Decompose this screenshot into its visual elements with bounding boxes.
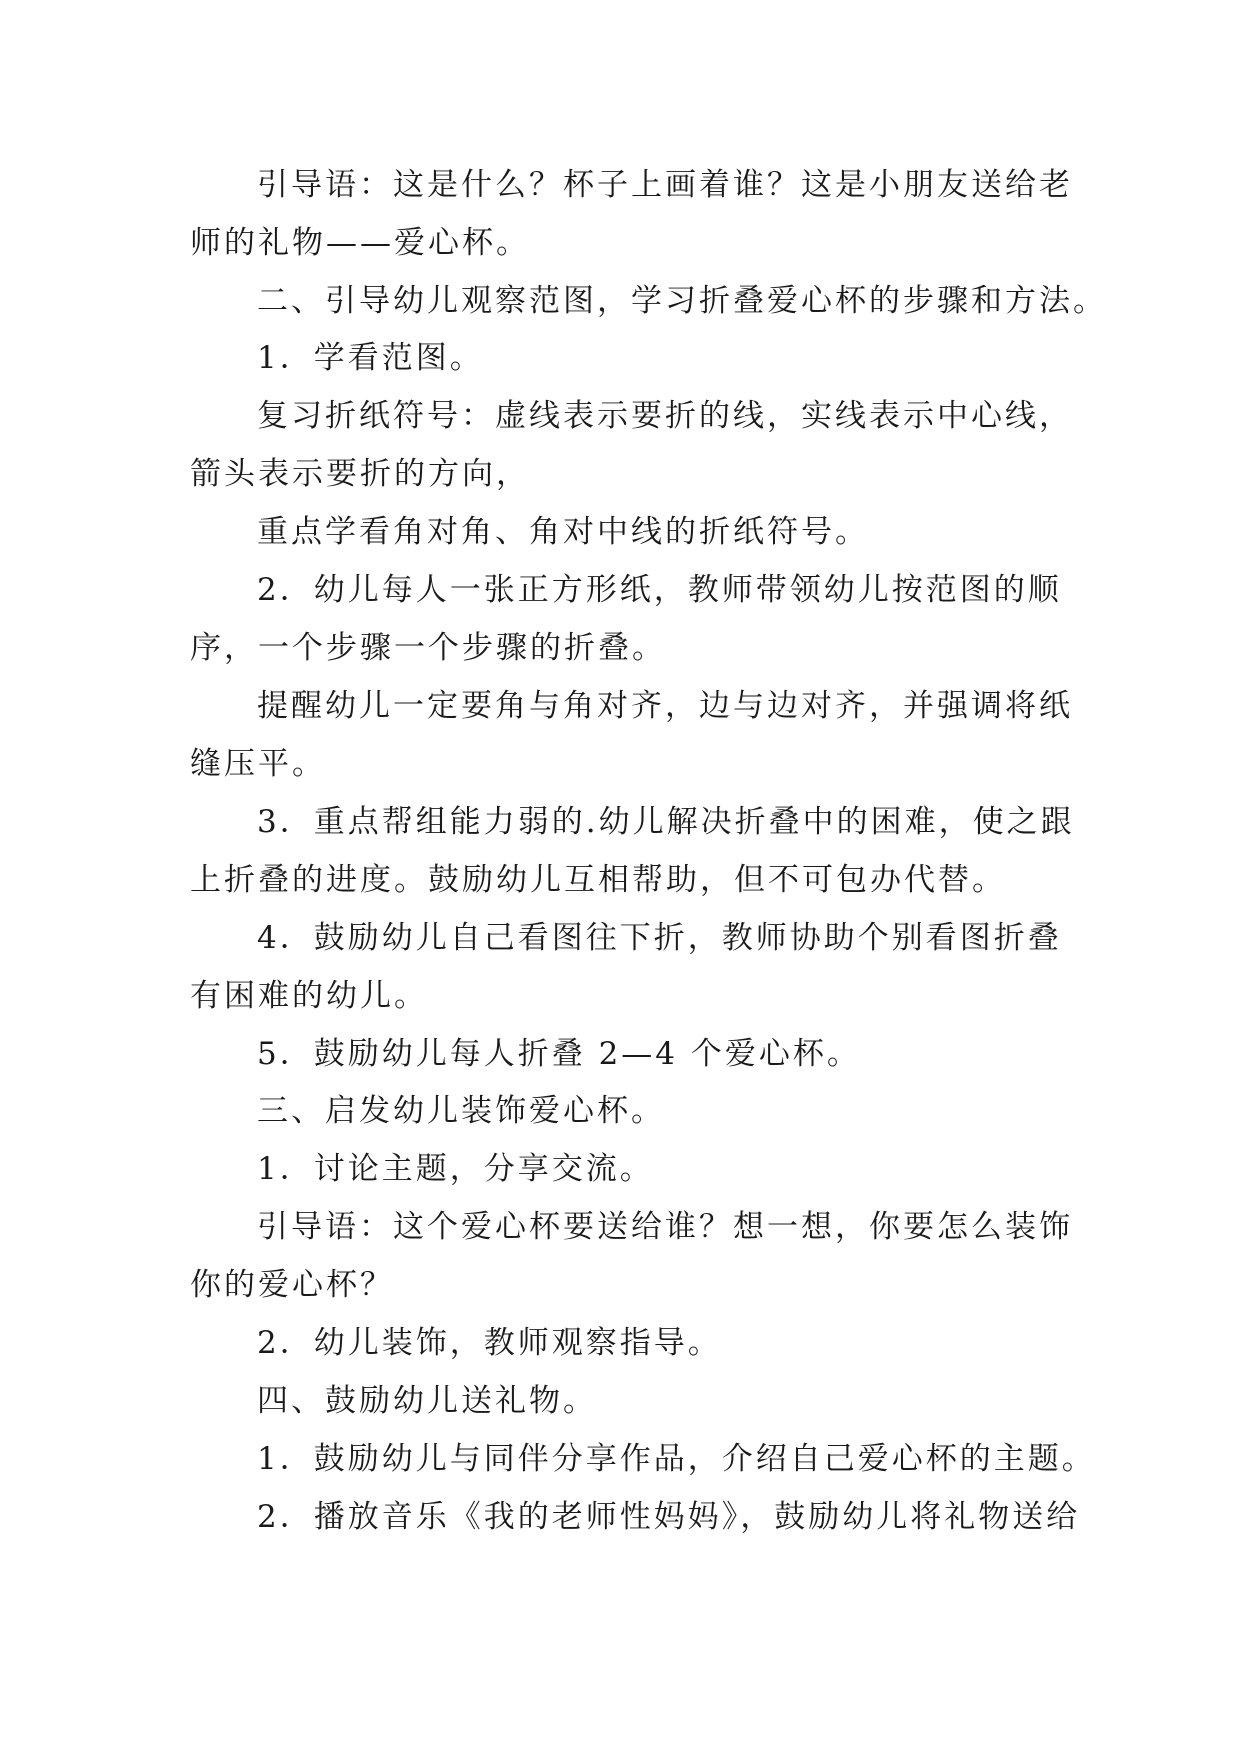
text-line-15: 有困难的幼儿。 [190, 978, 428, 1014]
text-line-9: 序，一个步骤一个步骤的折叠。 [190, 630, 666, 666]
text-line-7: 重点学看角对角、角对中线的折纸符号。 [257, 514, 869, 550]
text-line-11: 缝压平。 [190, 746, 326, 782]
text-line-4: 1．学看范图。 [257, 340, 484, 376]
text-line-2: 师的礼物——爱心杯。 [190, 225, 530, 261]
text-line-20: 你的爱心杯？ [190, 1267, 394, 1303]
text-line-23: 1．鼓励幼儿与同伴分享作品，介绍自己爱心杯的主题。 [257, 1441, 1096, 1477]
text-line-21: 2．幼儿装饰，教师观察指导。 [257, 1325, 722, 1361]
text-line-18: 1．讨论主题，分享交流。 [257, 1151, 654, 1187]
text-line-1: 引导语：这是什么？杯子上画着谁？这是小朋友送给老 [257, 167, 1073, 203]
section-heading-2: 二、引导幼儿观察范图，学习折叠爱心杯的步骤和方法。 [257, 283, 1107, 319]
section-heading-4: 四、鼓励幼儿送礼物。 [257, 1383, 597, 1419]
text-line-5: 复习折纸符号：虚线表示要折的线，实线表示中心线， [257, 398, 1073, 434]
text-line-24: 2．播放音乐《我的老师性妈妈》，鼓励幼儿将礼物送给 [257, 1499, 1081, 1535]
text-line-19: 引导语：这个爱心杯要送给谁？想一想，你要怎么装饰 [257, 1209, 1073, 1245]
text-line-10: 提醒幼儿一定要角与角对齐，边与边对齐，并强调将纸 [257, 688, 1073, 724]
text-line-14: 4．鼓励幼儿自己看图往下折，教师协助个别看图折叠 [257, 920, 1062, 956]
text-line-8: 2．幼儿每人一张正方形纸，教师带领幼儿按范图的顺 [257, 572, 1062, 608]
section-heading-3: 三、启发幼儿装饰爱心杯。 [257, 1093, 665, 1129]
text-line-12: 3．重点帮组能力弱的.幼儿解决折叠中的困难，使之跟 [257, 804, 1075, 840]
text-line-13: 上折叠的进度。鼓励幼儿互相帮助，但不可包办代替。 [190, 862, 1006, 898]
text-line-6: 箭头表示要折的方向， [190, 456, 530, 492]
text-line-16: 5．鼓励幼儿每人折叠 2—4 个爱心杯。 [257, 1036, 861, 1072]
